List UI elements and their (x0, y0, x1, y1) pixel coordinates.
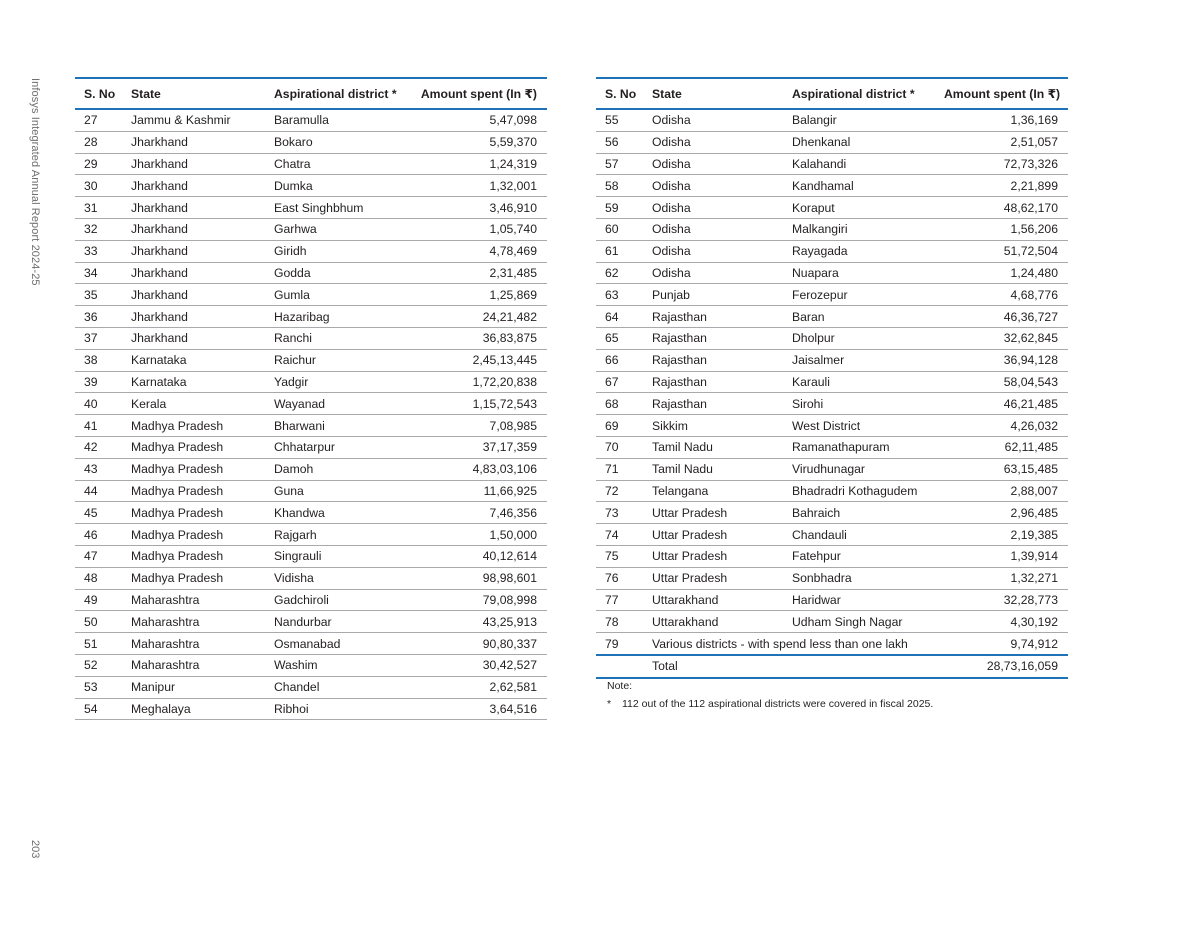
cell-amount: 1,25,869 (420, 284, 547, 306)
table-row (75, 415, 547, 437)
cell-state: Odisha (652, 262, 792, 284)
cell-district: Ferozepur (792, 284, 944, 306)
cell-amount: 46,36,727 (944, 306, 1068, 328)
cell-state: Kerala (131, 393, 274, 415)
cell-various-text: Various districts - with spend less than one lakh (652, 633, 944, 655)
header-state: State (652, 78, 792, 109)
cell-amount: 43,25,913 (420, 611, 547, 633)
cell-sno: 67 (596, 371, 652, 393)
cell-state: Jharkhand (131, 218, 274, 240)
cell-amount: 63,15,485 (944, 458, 1068, 480)
cell-amount: 2,19,385 (944, 524, 1068, 546)
cell-state: Telangana (652, 480, 792, 502)
cell-district: Rajgarh (274, 524, 420, 546)
cell-amount: 79,08,998 (420, 589, 547, 611)
cell-district: Virudhunagar (792, 458, 944, 480)
table-row (596, 458, 1068, 480)
table-row (75, 458, 547, 480)
cell-state: Odisha (652, 197, 792, 219)
table-row (596, 175, 1068, 197)
cell-sno: 55 (596, 109, 652, 131)
cell-district: East Singhbhum (274, 197, 420, 219)
cell-district: Vidisha (274, 567, 420, 589)
cell-amount: 1,50,000 (420, 524, 547, 546)
cell-sno: 47 (75, 545, 131, 567)
report-title: Infosys Integrated Annual Report 2024-25 (29, 78, 41, 286)
cell-state: Jharkhand (131, 306, 274, 328)
cell-amount: 4,68,776 (944, 284, 1068, 306)
table-row (75, 589, 547, 611)
cell-sno: 53 (75, 676, 131, 698)
cell-sno: 71 (596, 458, 652, 480)
table-row (596, 524, 1068, 546)
cell-state: Rajasthan (652, 371, 792, 393)
header-sno: S. No (75, 78, 131, 109)
table-row (596, 611, 1068, 633)
table-row (596, 371, 1068, 393)
cell-amount: 1,05,740 (420, 218, 547, 240)
cell-sno: 31 (75, 197, 131, 219)
cell-sno: 52 (75, 654, 131, 676)
cell-sno: 48 (75, 567, 131, 589)
cell-district: Giridh (274, 240, 420, 262)
cell-district: Chandauli (792, 524, 944, 546)
cell-state: Jharkhand (131, 153, 274, 175)
cell-district: Gadchiroli (274, 589, 420, 611)
cell-sno: 77 (596, 589, 652, 611)
cell-sno: 68 (596, 393, 652, 415)
table-row (75, 109, 547, 131)
cell-sno: 42 (75, 436, 131, 458)
table-row (596, 306, 1068, 328)
cell-amount: 5,47,098 (420, 109, 547, 131)
cell-sno: 51 (75, 633, 131, 655)
cell-district: Koraput (792, 197, 944, 219)
cell-district: Haridwar (792, 589, 944, 611)
cell-state: Jharkhand (131, 131, 274, 153)
cell-district: Damoh (274, 458, 420, 480)
cell-district: Ramanathapuram (792, 436, 944, 458)
cell-state: Sikkim (652, 415, 792, 437)
total-label: Total (652, 655, 792, 678)
cell-amount: 1,24,480 (944, 262, 1068, 284)
cell-district: Bharwani (274, 415, 420, 437)
cell-state: Uttar Pradesh (652, 502, 792, 524)
cell-state: Madhya Pradesh (131, 524, 274, 546)
cell-state: Madhya Pradesh (131, 415, 274, 437)
cell-sno: 44 (75, 480, 131, 502)
cell-amount: 1,32,271 (944, 567, 1068, 589)
cell-amount: 2,21,899 (944, 175, 1068, 197)
cell-state: Odisha (652, 131, 792, 153)
cell-district: Malkangiri (792, 218, 944, 240)
table-row (596, 327, 1068, 349)
cell-district: Dhenkanal (792, 131, 944, 153)
cell-amount: 4,83,03,106 (420, 458, 547, 480)
cell-state: Jammu & Kashmir (131, 109, 274, 131)
cell-sno: 75 (596, 545, 652, 567)
table-row (596, 349, 1068, 371)
cell-sno: 56 (596, 131, 652, 153)
cell-state: Odisha (652, 153, 792, 175)
table-row (75, 393, 547, 415)
cell-state: Punjab (652, 284, 792, 306)
cell-district: Singrauli (274, 545, 420, 567)
cell-sno: 40 (75, 393, 131, 415)
footnote-marker: * (607, 698, 612, 710)
cell-state: Madhya Pradesh (131, 458, 274, 480)
table-row (75, 633, 547, 655)
cell-state: Uttar Pradesh (652, 545, 792, 567)
cell-state: Madhya Pradesh (131, 545, 274, 567)
cell-sno: 66 (596, 349, 652, 371)
cell-district: Wayanad (274, 393, 420, 415)
cell-amount: 2,45,13,445 (420, 349, 547, 371)
cell-amount: 32,62,845 (944, 327, 1068, 349)
table-row (596, 284, 1068, 306)
cell-sno: 63 (596, 284, 652, 306)
cell-sno: 29 (75, 153, 131, 175)
cell-amount: 7,46,356 (420, 502, 547, 524)
header-sno: S. No (596, 78, 652, 109)
cell-amount: 1,32,001 (420, 175, 547, 197)
cell-sno: 58 (596, 175, 652, 197)
header-district: Aspirational district * (792, 78, 944, 109)
cell-amount: 1,72,20,838 (420, 371, 547, 393)
table-row (596, 153, 1068, 175)
cell-amount: 2,88,007 (944, 480, 1068, 502)
cell-sno: 32 (75, 218, 131, 240)
cell-amount: 46,21,485 (944, 393, 1068, 415)
cell-sno: 72 (596, 480, 652, 502)
spend-table-right (596, 77, 1068, 679)
cell-sno: 46 (75, 524, 131, 546)
table-row (75, 153, 547, 175)
cell-state: Maharashtra (131, 633, 274, 655)
cell-district: Guna (274, 480, 420, 502)
cell-sno: 30 (75, 175, 131, 197)
cell-state: Odisha (652, 175, 792, 197)
cell-state: Madhya Pradesh (131, 567, 274, 589)
cell-sno: 43 (75, 458, 131, 480)
cell-sno: 33 (75, 240, 131, 262)
cell-district: Khandwa (274, 502, 420, 524)
cell-state: Karnataka (131, 371, 274, 393)
cell-amount: 2,31,485 (420, 262, 547, 284)
total-amount: 28,73,16,059 (944, 655, 1068, 678)
cell-district: Balangir (792, 109, 944, 131)
cell-amount: 58,04,543 (944, 371, 1068, 393)
cell-sno: 34 (75, 262, 131, 284)
table-row (75, 175, 547, 197)
table-header-row (75, 78, 547, 109)
cell-district: Hazaribag (274, 306, 420, 328)
cell-state: Tamil Nadu (652, 436, 792, 458)
cell-state: Jharkhand (131, 175, 274, 197)
cell-state: Rajasthan (652, 306, 792, 328)
cell-district: Baramulla (274, 109, 420, 131)
cell-district: Dumka (274, 175, 420, 197)
cell-district: Fatehpur (792, 545, 944, 567)
cell-district: Udham Singh Nagar (792, 611, 944, 633)
table-row (596, 109, 1068, 131)
cell-state: Maharashtra (131, 611, 274, 633)
table-row (596, 393, 1068, 415)
cell-district: West District (792, 415, 944, 437)
cell-district: Karauli (792, 371, 944, 393)
cell-sno: 49 (75, 589, 131, 611)
header-amount: Amount spent (In ₹) (420, 78, 547, 109)
cell-amount: 37,17,359 (420, 436, 547, 458)
cell-district: Sirohi (792, 393, 944, 415)
cell-district: Bokaro (274, 131, 420, 153)
cell-amount: 51,72,504 (944, 240, 1068, 262)
table-row (596, 589, 1068, 611)
cell-amount: 3,46,910 (420, 197, 547, 219)
cell-state: Rajasthan (652, 393, 792, 415)
cell-district: Godda (274, 262, 420, 284)
table-row (75, 567, 547, 589)
cell-district: Nandurbar (274, 611, 420, 633)
cell-district: Osmanabad (274, 633, 420, 655)
cell-sno: 64 (596, 306, 652, 328)
cell-sno: 35 (75, 284, 131, 306)
cell-amount: 3,64,516 (420, 698, 547, 720)
table-row (75, 524, 547, 546)
table-body-left (75, 109, 547, 720)
cell-state: Jharkhand (131, 327, 274, 349)
cell-district: Garhwa (274, 218, 420, 240)
cell-district: Washim (274, 654, 420, 676)
cell-state: Madhya Pradesh (131, 480, 274, 502)
table-row (75, 436, 547, 458)
cell-amount: 1,39,914 (944, 545, 1068, 567)
table-row (75, 284, 547, 306)
cell-state: Jharkhand (131, 240, 274, 262)
cell-district: Ranchi (274, 327, 420, 349)
table-row (75, 240, 547, 262)
cell-sno: 57 (596, 153, 652, 175)
cell-state: Maharashtra (131, 654, 274, 676)
cell-amount: 24,21,482 (420, 306, 547, 328)
cell-state: Karnataka (131, 349, 274, 371)
cell-state: Uttar Pradesh (652, 567, 792, 589)
cell-state: Madhya Pradesh (131, 436, 274, 458)
total-row (596, 655, 1068, 678)
cell-sno: 74 (596, 524, 652, 546)
cell-district: Jaisalmer (792, 349, 944, 371)
cell-state: Jharkhand (131, 197, 274, 219)
cell-sno: 79 (596, 633, 652, 655)
cell-amount: 36,83,875 (420, 327, 547, 349)
cell-amount: 9,74,912 (944, 633, 1068, 655)
note-footnote (607, 698, 933, 710)
cell-amount: 2,62,581 (420, 676, 547, 698)
cell-district: Chhatarpur (274, 436, 420, 458)
cell-state: Meghalaya (131, 698, 274, 720)
table-row (75, 131, 547, 153)
cell-sno: 78 (596, 611, 652, 633)
table-row (75, 502, 547, 524)
table-row (75, 654, 547, 676)
table-row (75, 371, 547, 393)
cell-sno: 70 (596, 436, 652, 458)
table-header-row (596, 78, 1068, 109)
footnote-text: 112 out of the 112 aspirational districts were covered in fiscal 2025. (622, 698, 934, 710)
table-row (596, 240, 1068, 262)
cell-state: Manipur (131, 676, 274, 698)
cell-sno: 76 (596, 567, 652, 589)
cell-sno: 73 (596, 502, 652, 524)
table-row (75, 480, 547, 502)
cell-sno: 45 (75, 502, 131, 524)
table-row (75, 698, 547, 720)
cell-district: Rayagada (792, 240, 944, 262)
cell-sno: 38 (75, 349, 131, 371)
cell-sno: 41 (75, 415, 131, 437)
table-row (75, 327, 547, 349)
cell-district: Chatra (274, 153, 420, 175)
cell-amount: 1,36,169 (944, 109, 1068, 131)
cell-state: Odisha (652, 218, 792, 240)
cell-district: Yadgir (274, 371, 420, 393)
cell-amount: 2,51,057 (944, 131, 1068, 153)
cell-sno: 28 (75, 131, 131, 153)
cell-amount: 4,30,192 (944, 611, 1068, 633)
cell-district: Gumla (274, 284, 420, 306)
table-row (75, 545, 547, 567)
table-row (596, 131, 1068, 153)
cell-sno: 61 (596, 240, 652, 262)
cell-sno: 37 (75, 327, 131, 349)
cell-amount: 90,80,337 (420, 633, 547, 655)
various-districts-row (596, 633, 1068, 655)
cell-amount: 1,56,206 (944, 218, 1068, 240)
cell-district: Baran (792, 306, 944, 328)
cell-amount: 4,78,469 (420, 240, 547, 262)
table-row (596, 262, 1068, 284)
table-row (596, 415, 1068, 437)
cell-district: Bhadradri Kothagudem (792, 480, 944, 502)
cell-district: Sonbhadra (792, 567, 944, 589)
cell-district: Ribhoi (274, 698, 420, 720)
cell-amount: 48,62,170 (944, 197, 1068, 219)
cell-district: Chandel (274, 676, 420, 698)
cell-amount: 7,08,985 (420, 415, 547, 437)
cell-district: Kalahandi (792, 153, 944, 175)
cell-amount: 36,94,128 (944, 349, 1068, 371)
table-row (596, 436, 1068, 458)
cell-state: Jharkhand (131, 284, 274, 306)
cell-sno: 36 (75, 306, 131, 328)
cell-state: Madhya Pradesh (131, 502, 274, 524)
header-district: Aspirational district * (274, 78, 420, 109)
cell-amount: 32,28,773 (944, 589, 1068, 611)
cell-district: Bahraich (792, 502, 944, 524)
cell-amount: 11,66,925 (420, 480, 547, 502)
cell-amount: 5,59,370 (420, 131, 547, 153)
table-row (75, 306, 547, 328)
table-row (596, 567, 1068, 589)
cell-amount: 1,15,72,543 (420, 393, 547, 415)
note-label: Note: (607, 680, 633, 692)
table-row (596, 197, 1068, 219)
table-row (75, 197, 547, 219)
header-state: State (131, 78, 274, 109)
cell-district: Nuapara (792, 262, 944, 284)
cell-sno: 59 (596, 197, 652, 219)
cell-amount: 72,73,326 (944, 153, 1068, 175)
table-row (596, 480, 1068, 502)
cell-state: Tamil Nadu (652, 458, 792, 480)
cell-state: Uttar Pradesh (652, 524, 792, 546)
cell-state: Jharkhand (131, 262, 274, 284)
cell-district: Kandhamal (792, 175, 944, 197)
cell-state: Odisha (652, 109, 792, 131)
table-row (75, 611, 547, 633)
cell-sno: 54 (75, 698, 131, 720)
cell-district: Dholpur (792, 327, 944, 349)
cell-state: Odisha (652, 240, 792, 262)
table-row (75, 676, 547, 698)
cell-amount: 4,26,032 (944, 415, 1068, 437)
cell-amount: 30,42,527 (420, 654, 547, 676)
cell-state: Maharashtra (131, 589, 274, 611)
table-row (596, 502, 1068, 524)
cell-amount: 1,24,319 (420, 153, 547, 175)
page-number: 203 (29, 840, 41, 859)
cell-sno: 50 (75, 611, 131, 633)
cell-sno: 39 (75, 371, 131, 393)
table-row (75, 349, 547, 371)
cell-state: Uttarakhand (652, 611, 792, 633)
spend-table-left (75, 77, 547, 720)
cell-sno: 27 (75, 109, 131, 131)
table-row (75, 262, 547, 284)
cell-state: Rajasthan (652, 327, 792, 349)
table-row (75, 218, 547, 240)
cell-sno: 60 (596, 218, 652, 240)
cell-amount: 2,96,485 (944, 502, 1068, 524)
table-row (596, 545, 1068, 567)
cell-sno: 69 (596, 415, 652, 437)
cell-state: Uttarakhand (652, 589, 792, 611)
cell-amount: 40,12,614 (420, 545, 547, 567)
cell-amount: 62,11,485 (944, 436, 1068, 458)
header-amount: Amount spent (In ₹) (944, 78, 1068, 109)
cell-state: Rajasthan (652, 349, 792, 371)
cell-sno: 65 (596, 327, 652, 349)
cell-district: Raichur (274, 349, 420, 371)
cell-sno: 62 (596, 262, 652, 284)
table-body-right (596, 109, 1068, 633)
table-row (596, 218, 1068, 240)
cell-amount: 98,98,601 (420, 567, 547, 589)
